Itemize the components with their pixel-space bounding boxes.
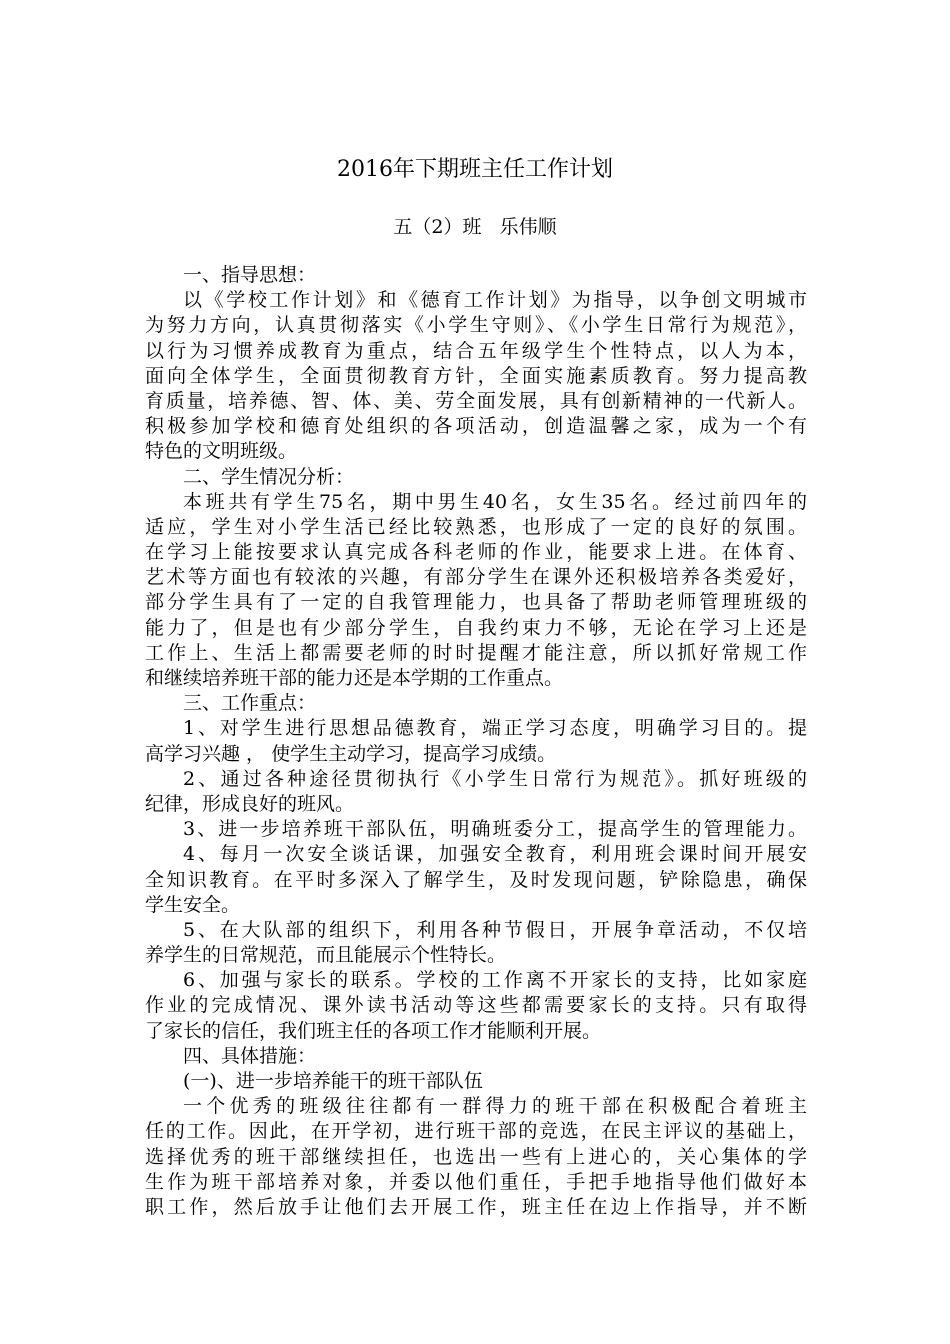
section-heading: 四、具体措施： bbox=[183, 1044, 317, 1067]
paragraph-line: 为努力方向，认真贯彻落实《小学生守则》、《小学生日常行为规范》， bbox=[145, 314, 807, 337]
paragraph-line: 4、每月一次安全谈话课，加强安全教育，利用班会课时间开展安 bbox=[183, 843, 807, 866]
paragraph-line: 特色的文明班级。 bbox=[145, 440, 298, 463]
paragraph-line: 作业的完成情况、课外读书活动等这些都需要家长的支持。只有取得 bbox=[145, 994, 807, 1017]
paragraph-line: 选择优秀的班干部继续担任，也选出一些有上进心的，关心集体的学 bbox=[145, 1145, 807, 1168]
paragraph-line: 养学生的日常规范，而且能展示个性特长。 bbox=[145, 944, 507, 967]
paragraph-line: 职工作，然后放手让他们去开展工作，班主任在边上作指导，并不断 bbox=[145, 1195, 807, 1218]
section-heading: (一)、进一步培养能干的班干部队伍 bbox=[183, 1070, 483, 1092]
paragraph-line: 2、通过各种途径贯彻执行《小学生日常行为规范》。抓好班级的 bbox=[183, 767, 807, 790]
paragraph-line: 一个优秀的班级往往都有一群得力的班干部在积极配合着班主 bbox=[183, 1095, 807, 1118]
paragraph-line: 育质量，培养德、智、体、美、劳全面发展，具有创新精神的一代新人。 bbox=[145, 389, 807, 412]
paragraph-line: 生作为班干部培养对象，并委以他们重任，手把手地指导他们做好本 bbox=[145, 1170, 807, 1193]
paragraph-line: 工作上、生活上都需要老师的时时提醒才能注意，所以抓好常规工作 bbox=[145, 641, 807, 664]
paragraph-line: 能力了，但是也有少部分学生，自我约束力不够，无论在学习上还是 bbox=[145, 616, 807, 639]
paragraph-line: 3、进一步培养班干部队伍，明确班委分工，提高学生的管理能力。 bbox=[183, 818, 807, 841]
paragraph-line: 学生安全。 bbox=[145, 893, 241, 916]
section-heading: 二、学生情况分析： bbox=[183, 465, 355, 488]
paragraph-line: 本班共有学生75名，期中男生40名，女生35名。经过前四年的 bbox=[183, 490, 807, 513]
paragraph-line: 积极参加学校和德育处组织的各项活动，创造温馨之家，成为一个有 bbox=[145, 415, 807, 438]
paragraph-line: 面向全体学生，全面贯彻教育方针，全面实施素质教育。努力提高教 bbox=[145, 364, 807, 387]
document-body bbox=[145, 263, 807, 1220]
paragraph-line: 和继续培养班干部的能力还是本学期的工作重点。 bbox=[145, 667, 564, 689]
section-heading: 一、指导思想： bbox=[183, 264, 317, 286]
document-title: 2016年下期班主任工作计划 bbox=[337, 157, 613, 182]
paragraph-line: 高学习兴趣 ， 使学生主动学习，提高学习成绩。 bbox=[145, 742, 557, 765]
paragraph-line: 全知识教育。在平时多深入了解学生，及时发现问题，铲除隐患，确保 bbox=[145, 868, 807, 891]
paragraph-line: 5、在大队部的组织下，利用各种节假日，开展争章活动，不仅培 bbox=[183, 918, 807, 941]
author-line: 五（2）班 乐伟顺 bbox=[393, 216, 557, 238]
paragraph-line: 纪律，形成良好的班风。 bbox=[145, 792, 355, 815]
paragraph-line: 以行为习惯养成教育为重点，结合五年级学生个性特点，以人为本， bbox=[145, 339, 807, 362]
paragraph-line: 6、加强与家长的联系。学校的工作离不开家长的支持，比如家庭 bbox=[183, 969, 807, 992]
section-heading: 三、工作重点： bbox=[183, 692, 317, 715]
paragraph-line: 艺术等方面也有较浓的兴趣，有部分学生在课外还积极培养各类爱好， bbox=[145, 566, 807, 589]
paragraph-line: 任的工作。因此，在开学初，进行班干部的竞选，在民主评议的基础上， bbox=[145, 1120, 807, 1143]
paragraph-line: 在学习上能按要求认真完成各科老师的作业，能要求上进。在体育、 bbox=[145, 541, 807, 564]
paragraph-line: 了家长的信任，我们班主任的各项工作才能顺利开展。 bbox=[145, 1019, 602, 1042]
paragraph-line: 1、对学生进行思想品德教育，端正学习态度，明确学习目的。提 bbox=[183, 717, 807, 740]
paragraph-line: 适应，学生对小学生活已经比较熟悉，也形成了一定的良好的氛围。 bbox=[145, 515, 807, 538]
paragraph-line: 部分学生具有了一定的自我管理能力，也具备了帮助老师管理班级的 bbox=[145, 591, 807, 614]
paragraph-line: 以《学校工作计划》和《德育工作计划》为指导，以争创文明城市 bbox=[183, 289, 807, 312]
